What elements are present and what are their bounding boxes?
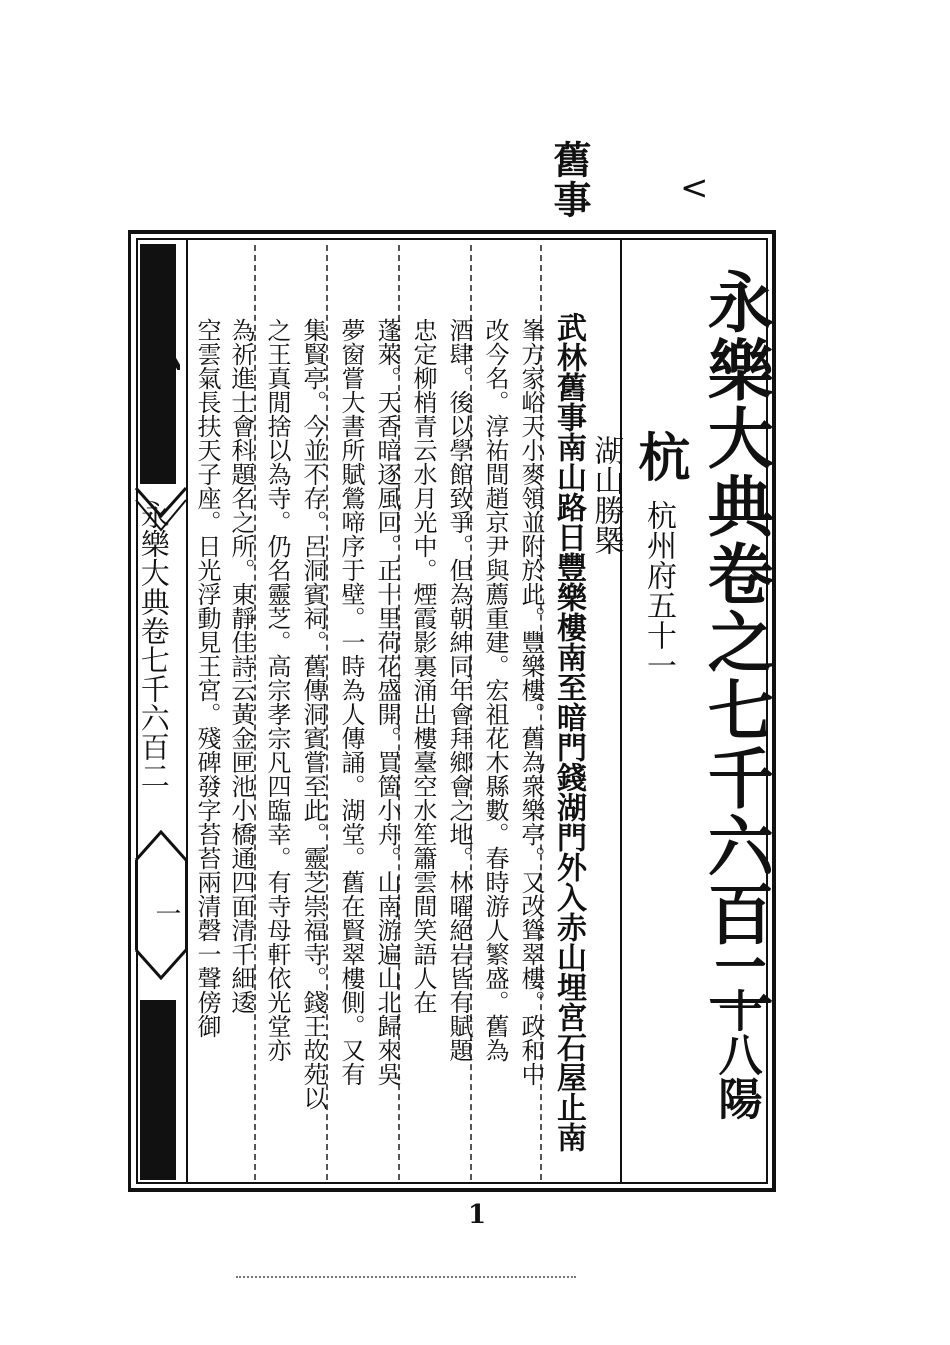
margin-block-bottom [140,1000,176,1180]
text-column: 忠定柳梢青云水月光中。煙霞影裏涌出樓臺空水笙簫雲間笑語人在 [409,318,437,1014]
text-column: 蓬萊。天香暗逐風回。正十里荷花盛開。買箇小舟。山南游遍山北歸來吳 [373,318,401,1086]
text-column: 武林舊事南山路日豐樂樓南至暗門錢湖門外入赤山埋宮石屋止南 [551,312,586,1152]
marginal-annotation: 舊事 [547,140,592,220]
rhyme-category: 十八陽 [710,988,762,1120]
section-title: 湖山勝槩 [588,435,624,555]
text-column: 空雲氣長扶天子座。日光浮動見王宮。殘碑發字苔苔兩清磬一聲傍御 [193,318,221,1038]
text-column: 之王真閒捨以為寺。仍名靈芝。高宗孝宗凡四臨幸。有寺母軒依光堂亦 [263,318,291,1062]
text-column: 改今名。淳祐間趙京尹與薦重建。宏祖花木縣數。春時游人繁盛。舊為 [481,318,509,1062]
subheading: 杭州府五十一 [641,500,676,680]
scan-artifact [236,1276,576,1278]
margin-volume-title: 永樂大典卷七千六百二 [136,500,171,790]
text-column: 集賢亭。今並不存。呂洞賓祠。舊傳洞賓嘗至此。靈芝崇福寺。錢王故苑以 [299,318,327,1110]
arrow-mark: < [680,168,709,208]
folio-number: 1 [468,1200,487,1230]
text-column: 酒肆。後以學館致爭。但為朝紳同年會拜鄉會之地。林曜絕岩皆有賦題 [445,318,473,1062]
title-rule [620,240,622,1184]
margin-rule [186,240,188,1184]
headword: 杭 [629,430,690,482]
text-column: 夢窗嘗大書所賦鶯啼序于壁。一時為人傳誦。湖堂。舊在賢翠樓側。又有 [337,318,365,1086]
text-column: 為祈進士會科題名之所。東靜佳詩云黃金匣池小橋通四面清千細逶 [227,318,255,1014]
margin-page-number: 一 [151,900,181,926]
text-column: 峯方家峪天小麥領並附於此。豐樂樓。舊為衆樂亭。又改聳翠樓。政和中 [517,318,545,1086]
book-title: 永樂大典卷之七千六百二 [696,268,775,1016]
margin-diagonal [140,300,180,370]
